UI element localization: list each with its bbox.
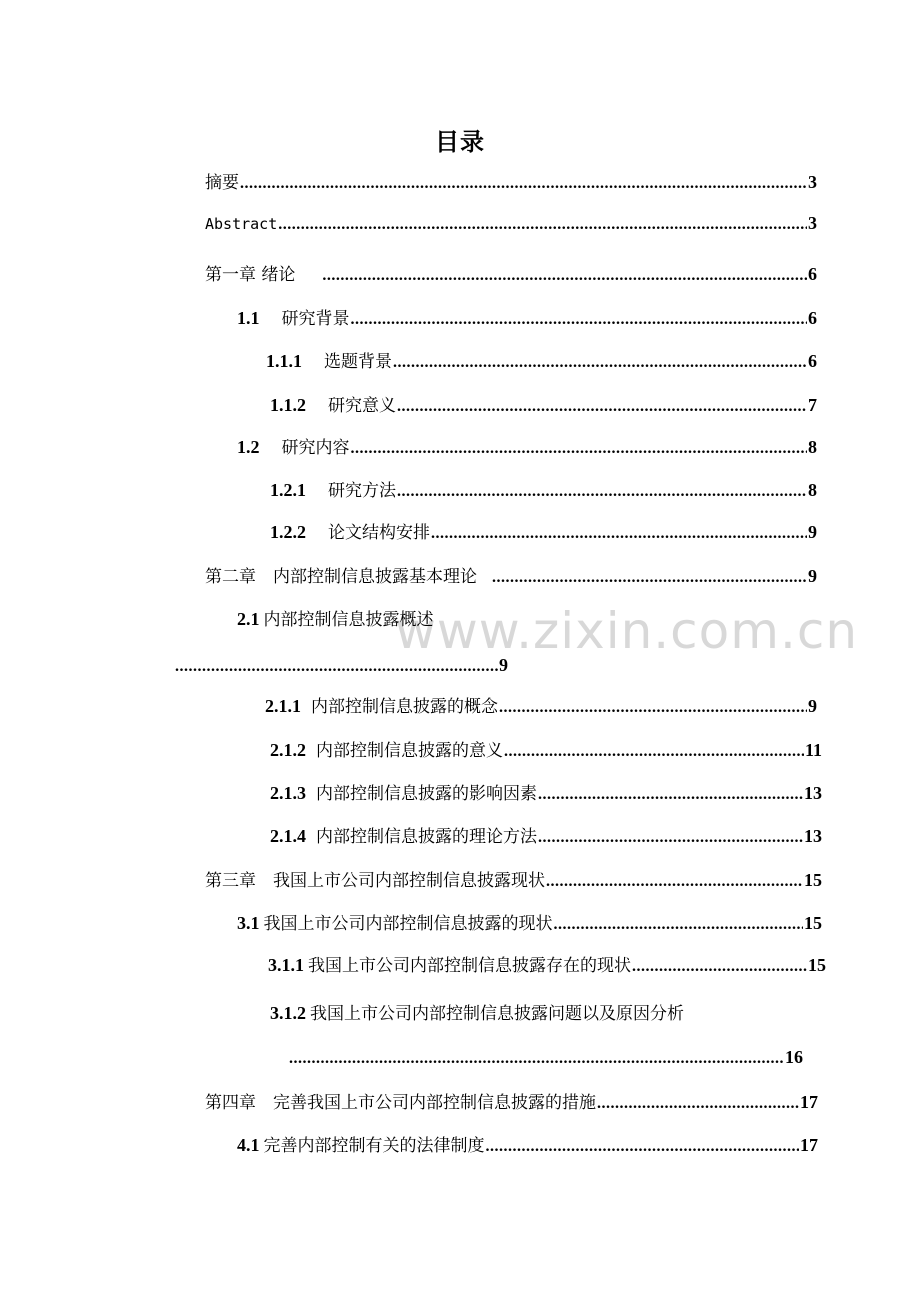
leader-dots — [397, 479, 807, 505]
toc-entry-1-1-1[interactable] — [266, 348, 817, 374]
toc-entry-2-1-2[interactable] — [270, 737, 822, 763]
toc-entry-1-2-1[interactable] — [270, 477, 817, 503]
toc-entry-1-1-2[interactable] — [270, 392, 817, 418]
leader-dots — [492, 565, 807, 591]
toc-entry-1-2[interactable] — [237, 434, 817, 460]
toc-entry-number: 3.1.2 — [270, 1003, 306, 1023]
toc-entry-3-1-2-continuation[interactable] — [288, 1044, 803, 1070]
toc-entry-page: 15 — [804, 913, 822, 933]
toc-entry-page: 16 — [785, 1047, 803, 1067]
toc-entry-label: 研究意义 — [328, 396, 396, 416]
toc-entry-1-1[interactable] — [237, 305, 817, 331]
toc-entry-page: 17 — [800, 1092, 818, 1112]
toc-entry-page: 9 — [808, 566, 817, 586]
toc-entry-4-1[interactable] — [237, 1132, 818, 1158]
toc-entry-label: Abstract — [205, 215, 278, 233]
leader-dots — [393, 350, 807, 376]
toc-entry-page: 13 — [804, 783, 822, 803]
toc-entry-page: 7 — [808, 395, 817, 415]
toc-entry-label: 研究内容 — [281, 438, 350, 458]
toc-entry-label: 第四章 完善我国上市公司内部控制信息披露的措施 — [205, 1093, 596, 1113]
leader-dots — [397, 394, 807, 420]
toc-entry-page: 6 — [808, 308, 817, 328]
toc-entry-number: 1.1.2 — [270, 395, 306, 415]
toc-entry-label: 选题背景 — [324, 352, 392, 372]
leader-dots — [351, 307, 808, 333]
toc-entry-number: 2.1.1 — [265, 696, 301, 716]
toc-entry-2-1-3[interactable] — [270, 780, 822, 806]
toc-entry-number: 2.1.4 — [270, 826, 306, 846]
toc-entry-chapter-2[interactable] — [205, 563, 817, 589]
leader-dots — [632, 954, 807, 980]
toc-entry-label: 内部控制信息披露概述 — [263, 610, 434, 630]
leader-dots — [486, 1134, 800, 1160]
toc-entry-label: 第一章 绪论 — [205, 265, 296, 285]
toc-entry-number: 3.1 — [237, 913, 260, 933]
leader-dots — [175, 654, 498, 680]
toc-entry-number: 1.2 — [237, 437, 260, 457]
toc-entry-abstract-cn[interactable] — [205, 169, 817, 195]
leader-dots — [538, 782, 803, 808]
toc-title: 目录 — [435, 128, 485, 156]
leader-dots — [504, 739, 804, 765]
toc-entry-label: 我国上市公司内部控制信息披露问题以及原因分析 — [310, 1004, 684, 1024]
toc-entry-label: 第三章 我国上市公司内部控制信息披露现状 — [205, 871, 545, 891]
toc-entry-number: 1.1.1 — [266, 351, 302, 371]
toc-entry-chapter-1[interactable] — [205, 261, 817, 287]
toc-entry-page: 15 — [808, 955, 826, 975]
toc-entry-1-2-2[interactable] — [270, 519, 817, 545]
toc-entry-3-1-1[interactable] — [268, 952, 826, 978]
toc-entry-number: 1.2.2 — [270, 522, 306, 542]
toc-entry-label: 研究背景 — [281, 309, 350, 329]
toc-entry-2-1-4[interactable] — [270, 823, 822, 849]
toc-entry-page: 6 — [808, 351, 817, 371]
toc-entry-label: 论文结构安排 — [328, 523, 430, 543]
toc-entry-label: 我国上市公司内部控制信息披露的现状 — [263, 914, 553, 934]
toc-entry-page: 9 — [808, 696, 817, 716]
toc-entry-page: 8 — [808, 480, 817, 500]
leader-dots — [499, 695, 807, 721]
toc-entry-number: 2.1 — [237, 609, 260, 629]
toc-entry-page: 8 — [808, 437, 817, 457]
toc-entry-page: 17 — [800, 1135, 818, 1155]
toc-entry-number: 1.1 — [237, 308, 260, 328]
toc-entry-page: 9 — [808, 522, 817, 542]
toc-entry-label: 我国上市公司内部控制信息披露存在的现状 — [308, 956, 631, 976]
toc-entry-2-1-continuation[interactable] — [174, 652, 508, 678]
toc-entry-3-1-2[interactable] — [270, 1000, 810, 1026]
leader-dots — [289, 1046, 784, 1072]
toc-entry-chapter-3[interactable] — [205, 867, 822, 893]
leader-dots — [278, 212, 807, 238]
toc-entry-number: 3.1.1 — [268, 955, 304, 975]
leader-dots — [546, 869, 803, 895]
toc-entry-number: 1.2.1 — [270, 480, 306, 500]
toc-entry-page: 13 — [804, 826, 822, 846]
toc-entry-label: 内部控制信息披露的概念 — [311, 697, 498, 717]
toc-entry-number: 4.1 — [237, 1135, 260, 1155]
toc-entry-label: 完善内部控制有关的法律制度 — [263, 1136, 485, 1156]
toc-entry-label: 研究方法 — [328, 481, 396, 501]
toc-entry-page: 3 — [808, 172, 817, 192]
watermark: www.zixin.com.cn — [395, 602, 859, 660]
toc-entry-chapter-4[interactable] — [205, 1089, 818, 1115]
toc-entry-2-1-1[interactable] — [265, 693, 817, 719]
leader-dots — [240, 171, 807, 197]
leader-dots — [322, 263, 807, 289]
leader-dots — [597, 1091, 799, 1117]
toc-entry-label: 内部控制信息披露的理论方法 — [316, 827, 537, 847]
toc-entry-label: 内部控制信息披露的影响因素 — [316, 784, 537, 804]
toc-entry-2-1[interactable] — [237, 606, 537, 632]
leader-dots — [351, 436, 808, 462]
toc-entry-number: 2.1.2 — [270, 740, 306, 760]
toc-entry-page: 6 — [808, 264, 817, 284]
leader-dots — [538, 825, 803, 851]
toc-entry-label: 内部控制信息披露的意义 — [316, 741, 503, 761]
leader-dots — [431, 521, 807, 547]
leader-dots — [554, 912, 804, 938]
toc-entry-abstract-en[interactable] — [205, 210, 817, 236]
toc-entry-label: 第二章 内部控制信息披露基本理论 — [205, 567, 477, 587]
toc-entry-label: 摘要 — [205, 173, 239, 193]
toc-entry-page: 15 — [804, 870, 822, 890]
toc-entry-page: 11 — [804, 740, 822, 760]
toc-entry-number: 2.1.3 — [270, 783, 306, 803]
toc-entry-3-1[interactable] — [237, 910, 822, 936]
toc-entry-page: 9 — [499, 655, 508, 675]
toc-entry-page: 3 — [808, 213, 817, 233]
